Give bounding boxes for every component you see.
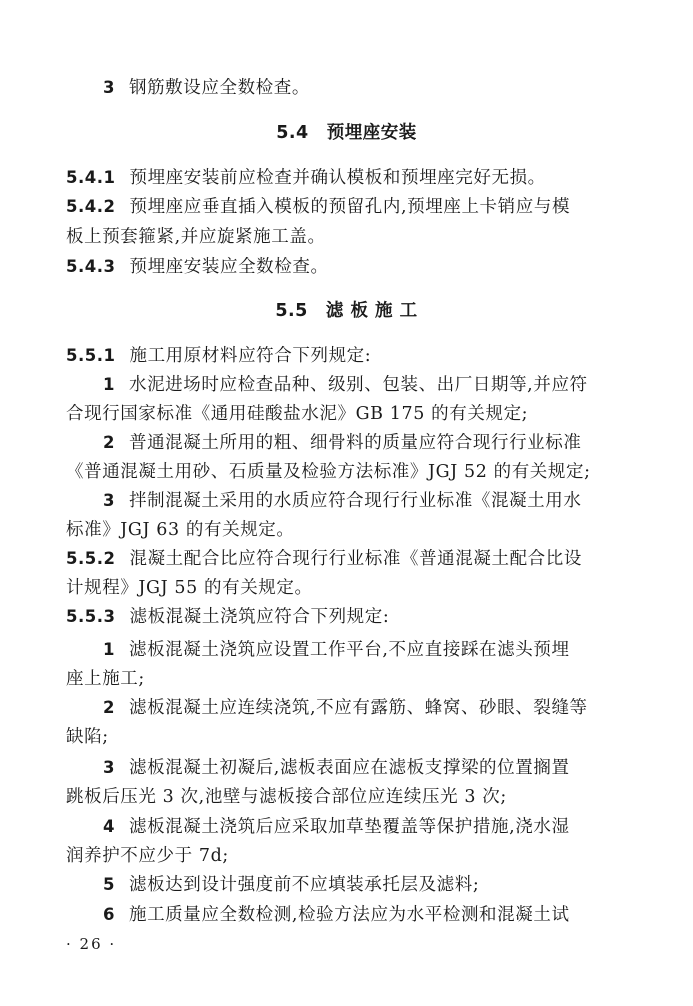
section-heading (0, 121, 693, 145)
text-line (66, 844, 626, 868)
text-line (103, 431, 663, 455)
clause-text: 水泥进场时应检查品种、级别、包装、出厂日期等,并应符 (128, 375, 588, 395)
text-line (66, 225, 626, 249)
clause-text: 标准》JGJ 63 的有关规定。 (66, 520, 295, 540)
text-line (66, 344, 626, 368)
text-line (103, 903, 663, 927)
text-line (66, 460, 626, 484)
clause-text: 普通混凝土所用的粗、细骨料的质量应符合现行行业标准 (128, 433, 582, 453)
clause-number: 5.5.2 (66, 549, 116, 568)
clause-number: 5.4.3 (66, 257, 116, 276)
clause-text: 混凝土配合比应符合现行行业标准《普通混凝土配合比设 (129, 549, 582, 569)
clause-text: 滤板混凝土浇筑应符合下列规定: (129, 607, 390, 627)
page-number: · 26 · (66, 935, 117, 953)
clause-number: 3 (103, 758, 115, 777)
text-line (66, 547, 626, 571)
clause-text: 合现行国家标准《通用硅酸盐水泥》GB 175 的有关规定; (66, 404, 529, 424)
clause-text: 滤板混凝土浇筑应设置工作平台,不应直接踩在滤头预埋 (128, 640, 570, 660)
clause-text: 润养护不应少于 7d; (66, 846, 229, 866)
clause-number: 1 (103, 640, 115, 659)
clause-text: 施工用原材料应符合下列规定: (129, 346, 372, 366)
clause-number: 5.5.1 (66, 346, 116, 365)
clause-text: 《普通混凝土用砂、石质量及检验方法标准》JGJ 52 的有关规定; (66, 462, 591, 482)
text-line (66, 402, 626, 426)
text-line (66, 785, 626, 809)
clause-text: 施工质量应全数检测,检验方法应为水平检测和混凝土试 (128, 905, 570, 925)
clause-number: 5.5.3 (66, 607, 116, 626)
clause-text: 滤板混凝土应连续浇筑,不应有露筋、蜂窝、砂眼、裂缝等 (128, 698, 588, 718)
section-number: 5.4 (276, 123, 309, 143)
text-line (66, 605, 626, 629)
clause-number: 5 (103, 875, 115, 894)
clause-text: 滤板达到设计强度前不应填装承托层及滤料; (128, 875, 480, 895)
section-number: 5.5 (275, 301, 308, 321)
clause-text: 预埋座安装前应检查并确认模板和预埋座完好无损。 (129, 168, 546, 188)
text-line (103, 76, 663, 100)
text-line (103, 756, 663, 780)
section-heading (0, 299, 693, 323)
section-title: 滤 板 施 工 (325, 301, 418, 321)
text-line (103, 873, 663, 897)
text-line (66, 667, 626, 691)
clause-number: 6 (103, 905, 115, 924)
clause-text: 板上预套箍紧,并应旋紧施工盖。 (66, 227, 326, 247)
clause-number: 3 (103, 78, 115, 97)
clause-text: 拌制混凝土采用的水质应符合现行行业标准《混凝土用水 (128, 491, 582, 511)
clause-text: 座上施工; (66, 669, 145, 689)
text-line (66, 195, 626, 219)
clause-text: 预埋座应垂直插入模板的预留孔内,预埋座上卡销应与模 (129, 197, 571, 217)
text-line (103, 815, 663, 839)
clause-text: 钢筋敷设应全数检查。 (128, 78, 310, 98)
text-line (103, 373, 663, 397)
clause-number: 1 (103, 375, 115, 394)
clause-text: 计规程》JGJ 55 的有关规定。 (66, 578, 313, 598)
clause-number: 3 (103, 491, 115, 510)
clause-text: 跳板后压光 3 次,池壁与滤板接合部位应连续压光 3 次; (66, 787, 507, 807)
clause-number: 5.4.2 (66, 197, 116, 216)
text-line (103, 489, 663, 513)
text-line (66, 518, 626, 542)
clause-text: 预埋座安装应全数检查。 (129, 257, 329, 277)
clause-text: 滤板混凝土初凝后,滤板表面应在滤板支撑梁的位置搁置 (128, 758, 570, 778)
clause-number: 2 (103, 433, 115, 452)
section-title: 预埋座安装 (326, 123, 417, 143)
text-line (103, 696, 663, 720)
text-line (66, 255, 626, 279)
text-line (66, 166, 626, 190)
clause-number: 2 (103, 698, 115, 717)
text-line (103, 638, 663, 662)
clause-number: 4 (103, 817, 115, 836)
clause-text: 滤板混凝土浇筑后应采取加草垫覆盖等保护措施,浇水湿 (128, 817, 570, 837)
text-line (66, 576, 626, 600)
clause-number: 5.4.1 (66, 168, 116, 187)
clause-text: 缺陷; (66, 727, 109, 747)
text-line (66, 725, 626, 749)
